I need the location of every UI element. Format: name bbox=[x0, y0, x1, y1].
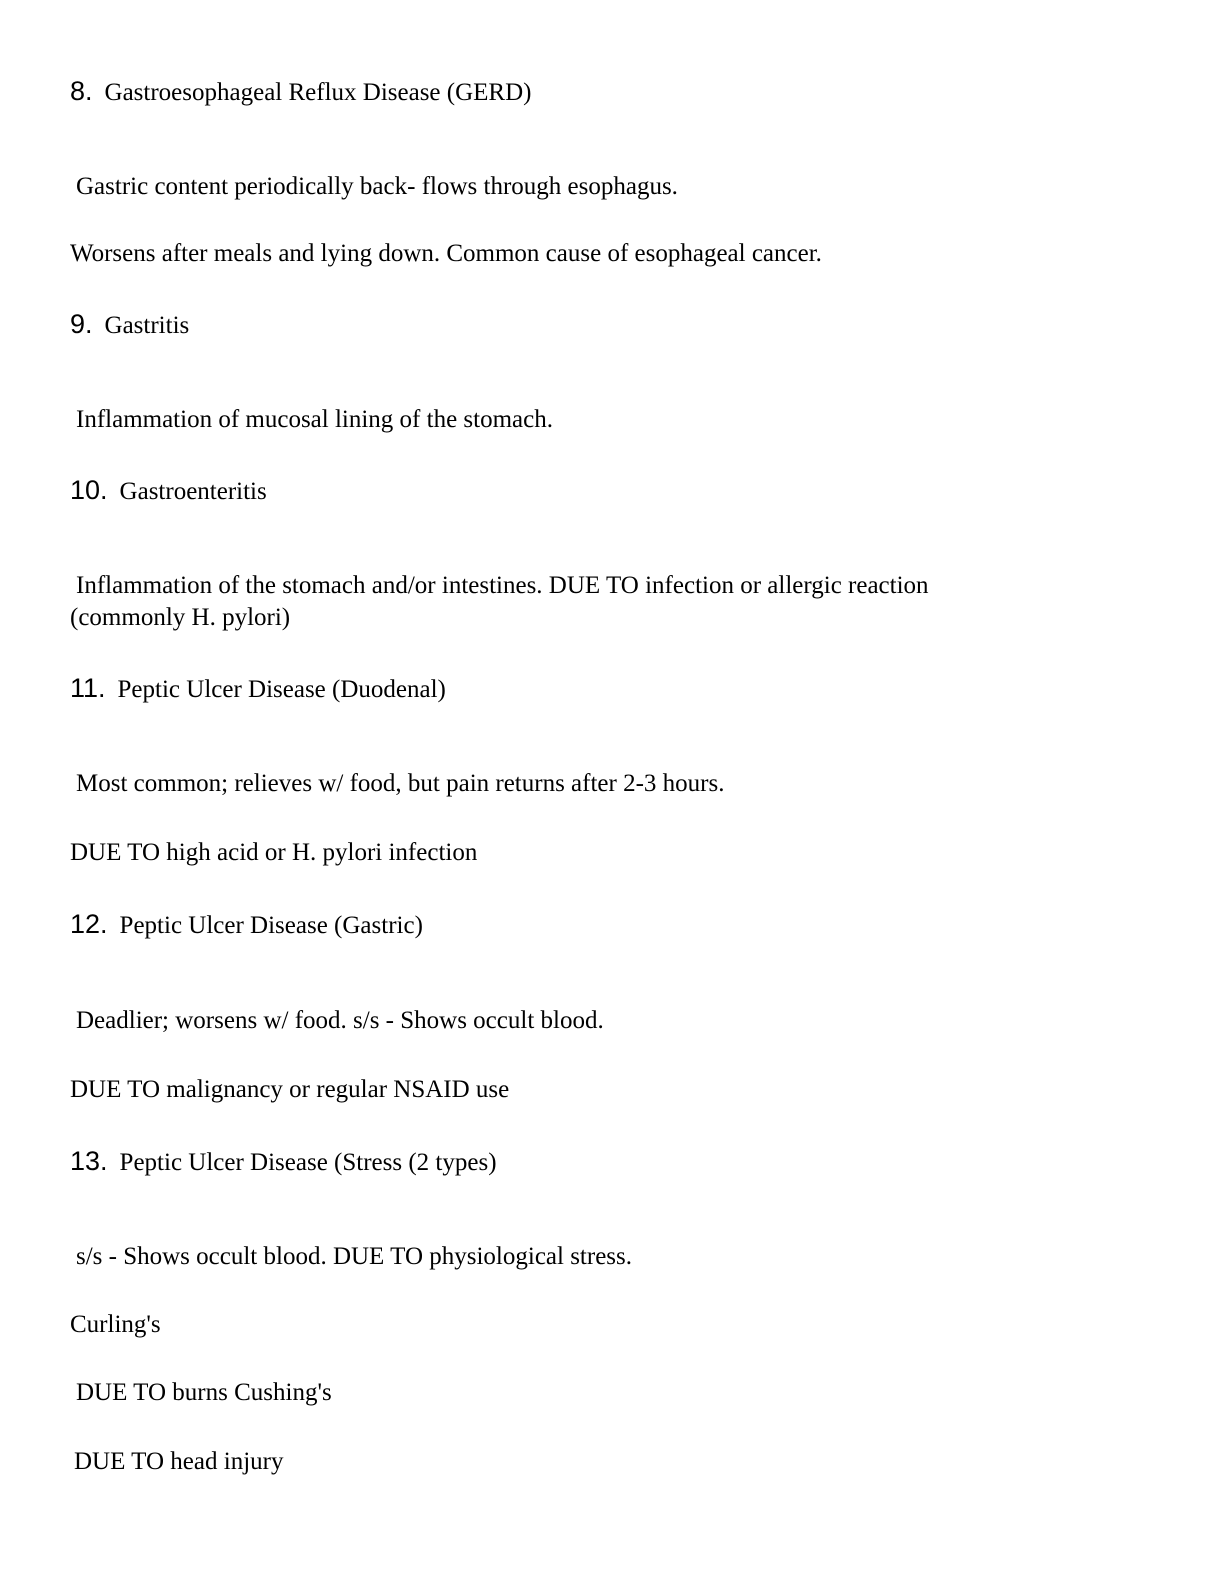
item-text-line: DUE TO burns Cushing's bbox=[76, 1379, 332, 1406]
item-title: Gastritis bbox=[104, 312, 190, 339]
item-number: 8. bbox=[70, 76, 93, 106]
item-text-line: Gastric content periodically back- flows through esophagus. bbox=[76, 173, 678, 200]
item-text-line: Inflammation of mucosal lining of the stomach. bbox=[76, 406, 553, 433]
item-title: Gastroenteritis bbox=[119, 478, 267, 505]
item-title: Peptic Ulcer Disease (Duodenal) bbox=[117, 676, 446, 703]
item-text-line: DUE TO malignancy or regular NSAID use bbox=[70, 1076, 510, 1103]
item-text-line: Inflammation of the stomach and/or intestines. DUE TO infection or allergic reaction bbox=[76, 572, 929, 599]
item-heading bbox=[70, 673, 446, 705]
item-text-line: DUE TO high acid or H. pylori infection bbox=[70, 839, 478, 866]
item-heading bbox=[70, 475, 267, 507]
item-number: 10. bbox=[70, 475, 108, 505]
item-text-line: Worsens after meals and lying down. Common cause of esophageal cancer. bbox=[70, 240, 822, 267]
item-text-line: DUE TO head injury bbox=[74, 1448, 284, 1475]
item-heading bbox=[70, 76, 531, 108]
item-number: 13. bbox=[70, 1146, 108, 1176]
item-text-line: s/s - Shows occult blood. DUE TO physiological stress. bbox=[76, 1243, 633, 1270]
item-number: 9. bbox=[70, 309, 93, 339]
item-title: Gastroesophageal Reflux Disease (GERD) bbox=[104, 79, 532, 106]
item-text-line: Deadlier; worsens w/ food. s/s - Shows occult blood. bbox=[76, 1007, 604, 1034]
item-text-line: (commonly H. pylori) bbox=[70, 604, 291, 631]
item-title: Peptic Ulcer Disease (Gastric) bbox=[119, 912, 423, 939]
item-heading bbox=[70, 1146, 497, 1178]
item-text-line: Most common; relieves w/ food, but pain returns after 2-3 hours. bbox=[76, 770, 725, 797]
item-number: 12. bbox=[70, 909, 108, 939]
item-text-line: Curling's bbox=[70, 1311, 161, 1338]
item-heading bbox=[70, 309, 189, 341]
item-title: Peptic Ulcer Disease (Stress (2 types) bbox=[119, 1149, 497, 1176]
item-number: 11. bbox=[70, 673, 106, 703]
item-heading bbox=[70, 909, 423, 941]
